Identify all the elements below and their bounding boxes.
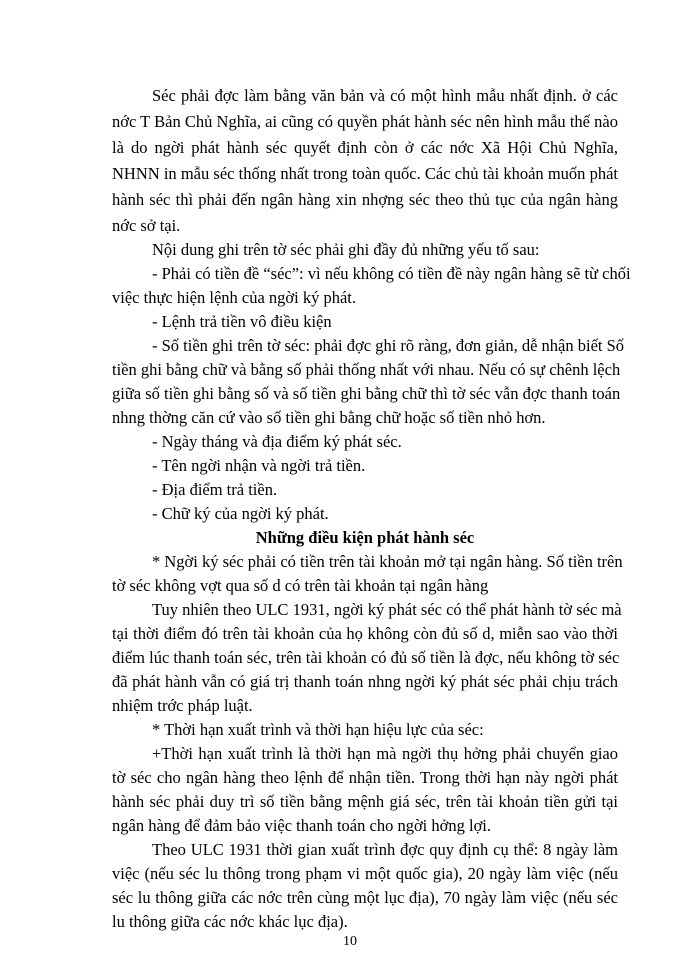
text-line: - Ngày tháng và địa điểm ký phát séc. bbox=[152, 432, 402, 451]
text-line: tờ séc không vợt qua số d có trên tài khoản tại ngân hàng bbox=[112, 576, 489, 595]
text-line: * Ngời ký séc phải có tiền trên tài khoản mở tại ngân hàng. Số tiền trên bbox=[152, 552, 623, 571]
text-line: nớc T Bản Chủ Nghĩa, ai cũng có quyền phát hành séc nên hình mẫu thế nào bbox=[112, 112, 618, 131]
text-line: ngân hàng để đảm bảo việc thanh toán cho ngời hởng lợi. bbox=[112, 816, 492, 835]
text-line: tiền ghi bằng chữ và bằng số phải thống nhất với nhau. Nếu có sự chênh lệch bbox=[112, 360, 621, 379]
text-line: điểm lúc thanh toán séc, trên tài khoản có đủ số tiền là đợc, nếu không tờ séc bbox=[112, 648, 620, 667]
text-line: - Số tiền ghi trên tờ séc: phải đợc ghi rõ ràng, đơn giản, dễ nhận biết Số bbox=[152, 336, 625, 355]
text-line: lu thông giữa các nớc khác lục địa). bbox=[112, 912, 348, 931]
text-line: - Chữ ký của ngời ký phát. bbox=[152, 504, 329, 523]
text-line: tại thời điểm đó trên tài khoản của họ không còn đủ số d, miễn sao vào thời bbox=[112, 624, 618, 643]
text-line: Theo ULC 1931 thời gian xuất trình đợc quy định cụ thể: 8 ngày làm bbox=[152, 840, 618, 859]
text-line: nớc sở tại. bbox=[112, 216, 181, 235]
text-line: Séc phải đợc làm bằng văn bản và có một hình mẫu nhất định. ở các bbox=[152, 86, 618, 105]
text-line: Nội dung ghi trên tờ séc phải ghi đầy đủ những yếu tố sau: bbox=[152, 240, 540, 259]
text-line: tờ séc cho ngân hàng theo lệnh để nhận tiền. Trong thời hạn này ngời phát bbox=[112, 768, 618, 787]
text-line: +Thời hạn xuất trình là thời hạn mà ngời thụ hởng phải chuyển giao bbox=[152, 744, 618, 763]
text-line: hành séc phải duy trì số tiền bằng mệnh giá séc, trên tài khoản tiền gửi tại bbox=[112, 792, 618, 811]
text-line: giữa số tiền ghi bằng số và số tiền ghi bằng chữ thì tờ séc vẫn đợc thanh toán bbox=[112, 384, 621, 403]
text-line: là do ngời phát hành séc quyết định còn ở các nớc Xã Hội Chủ Nghĩa, bbox=[112, 138, 618, 157]
text-line: hành séc thì phải đến ngân hàng xin nhợng séc theo thủ tục của ngân hàng bbox=[112, 190, 618, 209]
text-line: - Phải có tiền đề “séc”: vì nếu không có tiền đề này ngân hàng sẽ từ chối bbox=[152, 264, 631, 283]
text-line: đã phát hành vẫn có giá trị thanh toán nhng ngời ký phát séc phải chịu trách bbox=[112, 672, 618, 691]
text-line: việc (nếu séc lu thông trong phạm vi một quốc gia), 20 ngày làm việc (nếu bbox=[112, 864, 618, 883]
text-line: - Lệnh trả tiền vô điều kiện bbox=[152, 312, 332, 331]
text-line: nhng thờng căn cứ vào số tiền ghi bằng chữ hoặc số tiền nhỏ hơn. bbox=[112, 408, 546, 427]
text-line: NHNN in mẫu séc thống nhất trong toàn quốc. Các chủ tài khoản muốn phát bbox=[112, 164, 618, 183]
text-line: nhiệm trớc pháp luật. bbox=[112, 696, 253, 715]
text-line: * Thời hạn xuất trình và thời hạn hiệu lực của séc: bbox=[152, 720, 484, 739]
text-line: séc lu thông giữa các nớc trên cùng một lục địa), 70 ngày làm việc (nếu séc bbox=[112, 888, 618, 907]
text-line: - Địa điểm trả tiền. bbox=[152, 480, 278, 499]
text-line: việc thực hiện lệnh của ngời ký phát. bbox=[112, 288, 357, 307]
text-line: Tuy nhiên theo ULC 1931, ngời ký phát séc có thể phát hành tờ séc mà bbox=[152, 600, 622, 619]
section-heading: Những điều kiện phát hành séc bbox=[255, 528, 475, 547]
text-line: - Tên ngời nhận và ngời trả tiền. bbox=[152, 456, 366, 475]
page-number: 10 bbox=[343, 934, 357, 949]
